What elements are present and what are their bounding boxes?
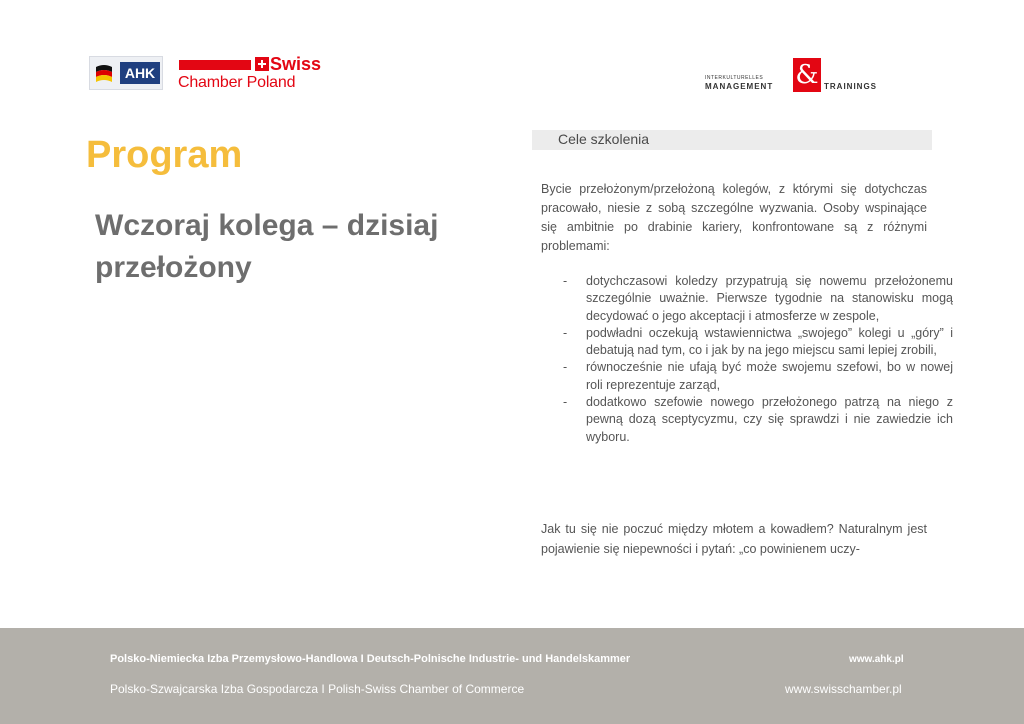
swiss-chamber-logo <box>178 54 322 93</box>
ahk-logo <box>89 56 163 90</box>
list-item <box>563 273 953 325</box>
list-item-text: równocześnie nie ufają być może swojemu szefowi, bo w nowej roli reprezentuje zarząd, <box>586 360 953 392</box>
swiss-logo-bar <box>179 60 251 70</box>
list-item <box>563 394 953 446</box>
list-item <box>563 359 953 394</box>
flag-icon <box>94 63 114 85</box>
list-item-text: podwładni oczekują wstawiennictwa „swojego” kolegi u „góry” i debatują nad tym, co i jak by na jego miejscu sami lepiej zrobili, <box>586 325 953 358</box>
imt-logo-small: INTERKULTURELLES <box>705 75 764 81</box>
section-title: Cele szkolenia <box>558 131 650 147</box>
challenges-list <box>563 273 953 446</box>
list-dash: - <box>563 360 568 375</box>
swiss-logo-subtitle: Chamber Poland <box>178 74 296 91</box>
course-title-line1: Wczoraj kolega – dzisiaj <box>95 209 439 242</box>
swiss-cross-icon <box>255 57 269 71</box>
footer-ahk-link[interactable]: www.ahk.pl <box>849 654 904 665</box>
swiss-logo-word: Swiss <box>270 54 322 74</box>
list-dash: - <box>563 325 568 340</box>
list-dash: - <box>563 274 568 288</box>
imt-logo-management: MANAGEMENT <box>705 82 774 91</box>
list-dash: - <box>563 395 568 410</box>
course-title-line2: przełożony <box>95 251 252 284</box>
footer-swiss-name: Polsko-Szwajcarska Izba Gospodarcza I Polish-Swiss Chamber of Commerce <box>110 682 525 696</box>
list-item-text: dotychczasowi koledzy przypatrują się nowemu przełożonemu szczególnie uważnie. Pierwsze tygodnie na stanowisku mogą decydować o jego akceptacji i atmosferze w zespole, <box>586 274 953 323</box>
footer-swiss-link[interactable]: www.swisschamber.pl <box>785 682 902 696</box>
course-title <box>95 205 495 289</box>
footer <box>0 628 1024 724</box>
closing-paragraph: Jak tu się nie poczuć między młotem a kowadłem? Naturalnym jest pojawienie się niepewności i pytań: „co powinienem uczy- <box>541 522 927 556</box>
imt-logo <box>705 58 895 94</box>
footer-ahk-name: Polsko-Niemiecka Izba Przemysłowo-Handlowa I Deutsch-Polnische Industrie- und Handelskammer <box>110 653 631 665</box>
imt-logo-trainings: TRAININGS <box>824 82 877 91</box>
list-item-text: dodatkowo szefowie nowego przełożonego patrzą na niego z pewną dozą sceptycyzmu, czy się sprawdzi i nie zawiedzie ich wyboru. <box>586 395 953 444</box>
program-title: Program <box>86 134 243 176</box>
ahk-logo-text: AHK <box>120 62 160 84</box>
ampersand-icon: & <box>793 58 821 92</box>
intro-paragraph: Bycie przełożonym/przełożoną kolegów, z którymi się dotychczas pracowało, niesie z sobą szczególne wyzwania. Osoby wspinające się ambitnie po drabinie kariery, konfrontowane są z różnymi problemami: <box>541 182 927 253</box>
list-item <box>563 325 953 360</box>
